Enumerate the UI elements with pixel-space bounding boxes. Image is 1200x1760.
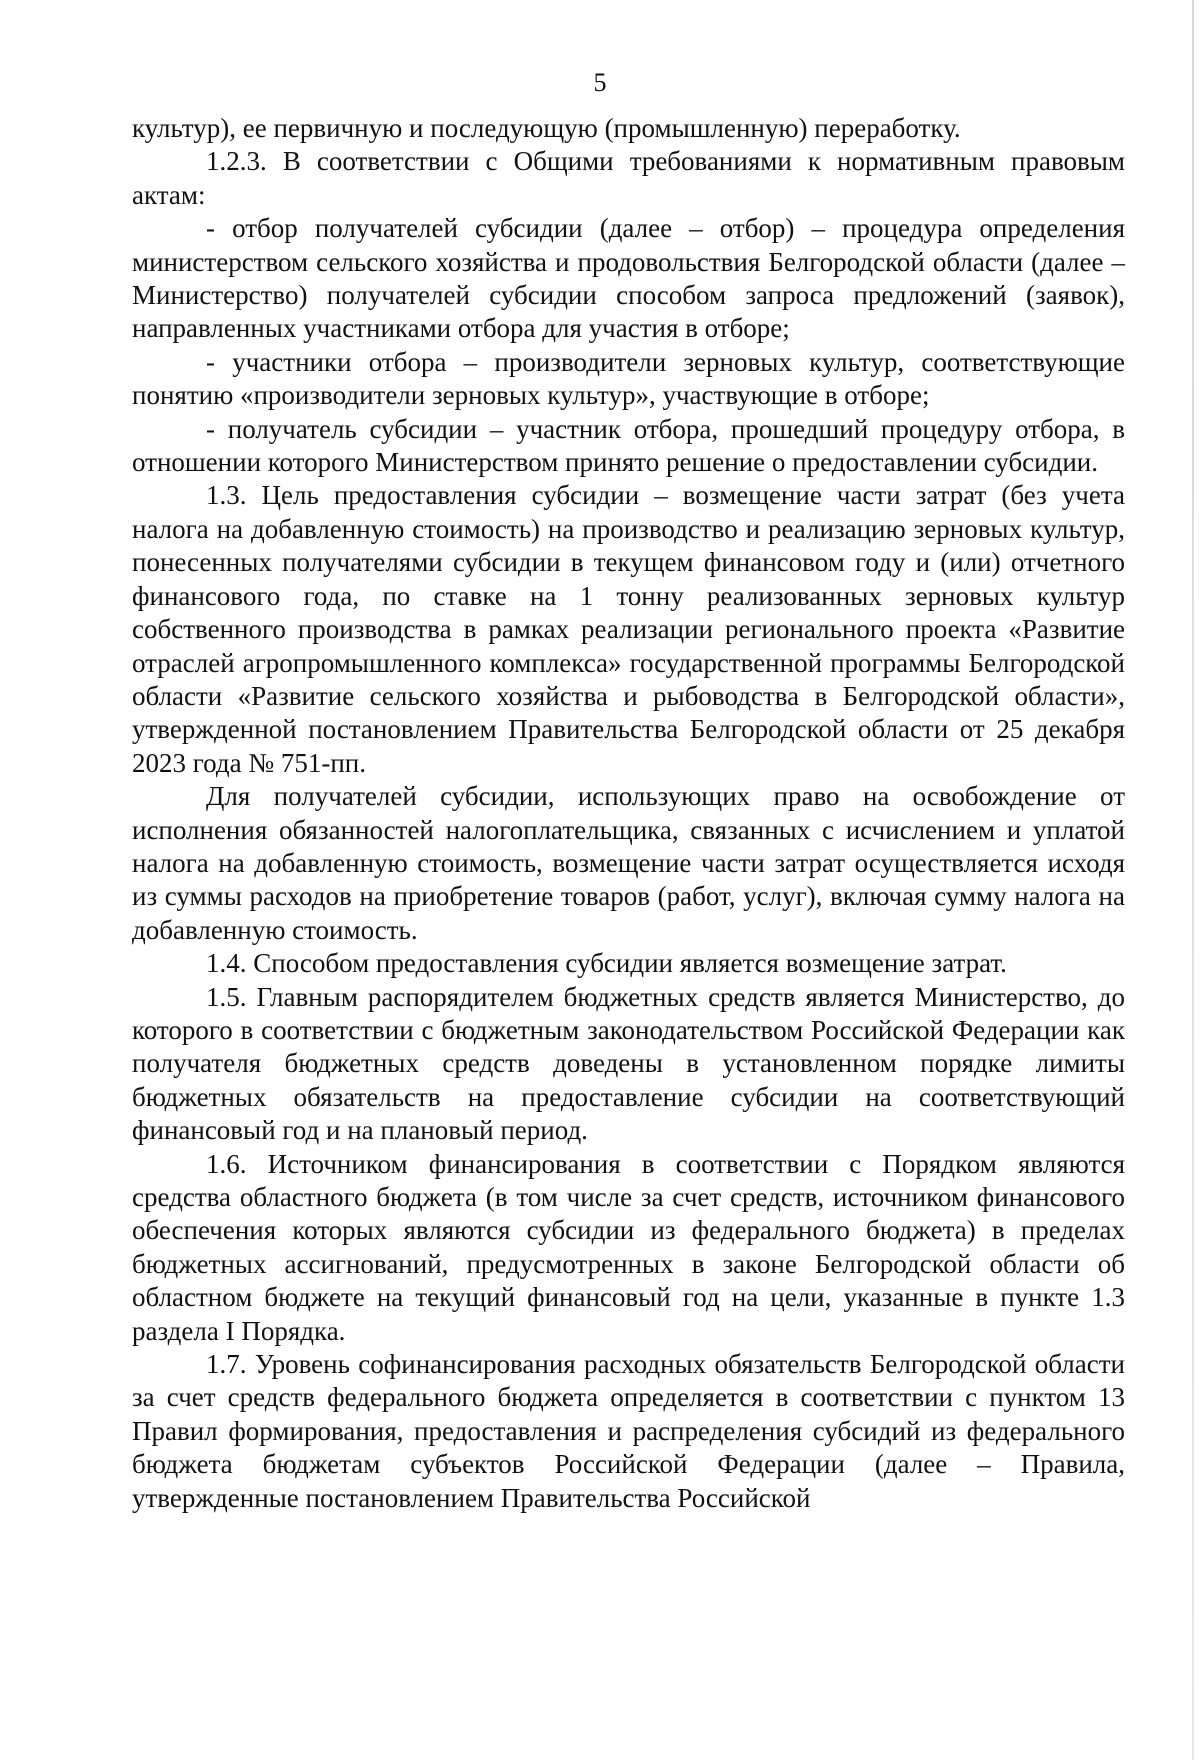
- paragraph-1-6: 1.6. Источником финансирования в соответствии с Порядком являются средства областного бюджета (в том числе за счет средств, источником финансового обеспечения которых являются субсидии из федерального бюджета) в пределах бюджетных ассигнований, предусмотренных в законе Белгородской области об областном бюджете на текущий финансовый год на цели, указанные в пункте 1.3 раздела I Порядка.: [132, 1148, 1125, 1346]
- paragraph-1-4: 1.4. Способом предоставления субсидии является возмещение затрат.: [206, 948, 1007, 979]
- paragraph-vat-exemption: Для получателей субсидии, использующих право на освобождение от исполнения обязанностей налогоплательщика, связанных с исчислением и уплатой налога на добавленную стоимость, возмещение части затрат осуществляется исходя из суммы расходов на приобретение товаров (работ, услуг), включая сумму налога на добавленную стоимость.: [132, 781, 1125, 945]
- paragraph-definition-participants: - участники отбора – производители зерновых культур, соответствующие понятию «производители зерновых культур», участвующие в отборе;: [132, 346, 1125, 411]
- page-number: 5: [593, 68, 607, 97]
- document-body: [132, 112, 1125, 1515]
- scan-edge: [1192, 0, 1194, 1760]
- paragraph-definition-selection: - отбор получателей субсидии (далее – отбор) – процедура определения министерством сельского хозяйства и продовольствия Белгородской области (далее – Министерство) получателей субсидии способом запроса предложений (заявок), направленных участниками отбора для участия в отборе;: [132, 213, 1125, 344]
- paragraph-definition-recipient: - получатель субсидии – участник отбора, прошедший процедуру отбора, в отношении которого Министерством принято решение о предоставлении субсидии.: [132, 413, 1125, 478]
- paragraph-1-2-3: 1.2.3. В соответствии с Общими требованиями к нормативным правовым актам:: [132, 146, 1125, 210]
- paragraph-continuation: культур), ее первичную и последующую (промышленную) переработку.: [132, 113, 961, 143]
- paragraph-1-5: 1.5. Главным распорядителем бюджетных средств является Министерство, до которого в соответствии с бюджетным законодательством Российской Федерации как получателя бюджетных средств доведены в установленном порядке лимиты бюджетных обязательств на предоставление субсидии на соответствующий финансовый год и на плановый период.: [132, 981, 1125, 1146]
- paragraph-1-7: 1.7. Уровень софинансирования расходных обязательств Белгородской области за счет средств федерального бюджета определяется в соответствии с пунктом 13 Правил формирования, предоставления и распределения субсидий из федерального бюджета бюджетам субъектов Российской Федерации (далее – Правила, утвержденные постановлением Правительства Российской: [132, 1349, 1125, 1513]
- paragraph-1-3: 1.3. Цель предоставления субсидии – возмещение части затрат (без учета налога на добавленную стоимость) на производство и реализацию зерновых культур, понесенных получателями субсидии в текущем финансовом году и (или) отчетного финансового года, по ставке на 1 тонну реализованных зерновых культур собственного производства в рамках реализации регионального проекта «Развитие отраслей агропромышленного комплекса» государственной программы Белгородской области «Развитие сельского хозяйства и рыбоводства в Белгородской области», утвержденной постановлением Правительства Белгородской области от 25 декабря 2023 года № 751-пп.: [132, 480, 1125, 778]
